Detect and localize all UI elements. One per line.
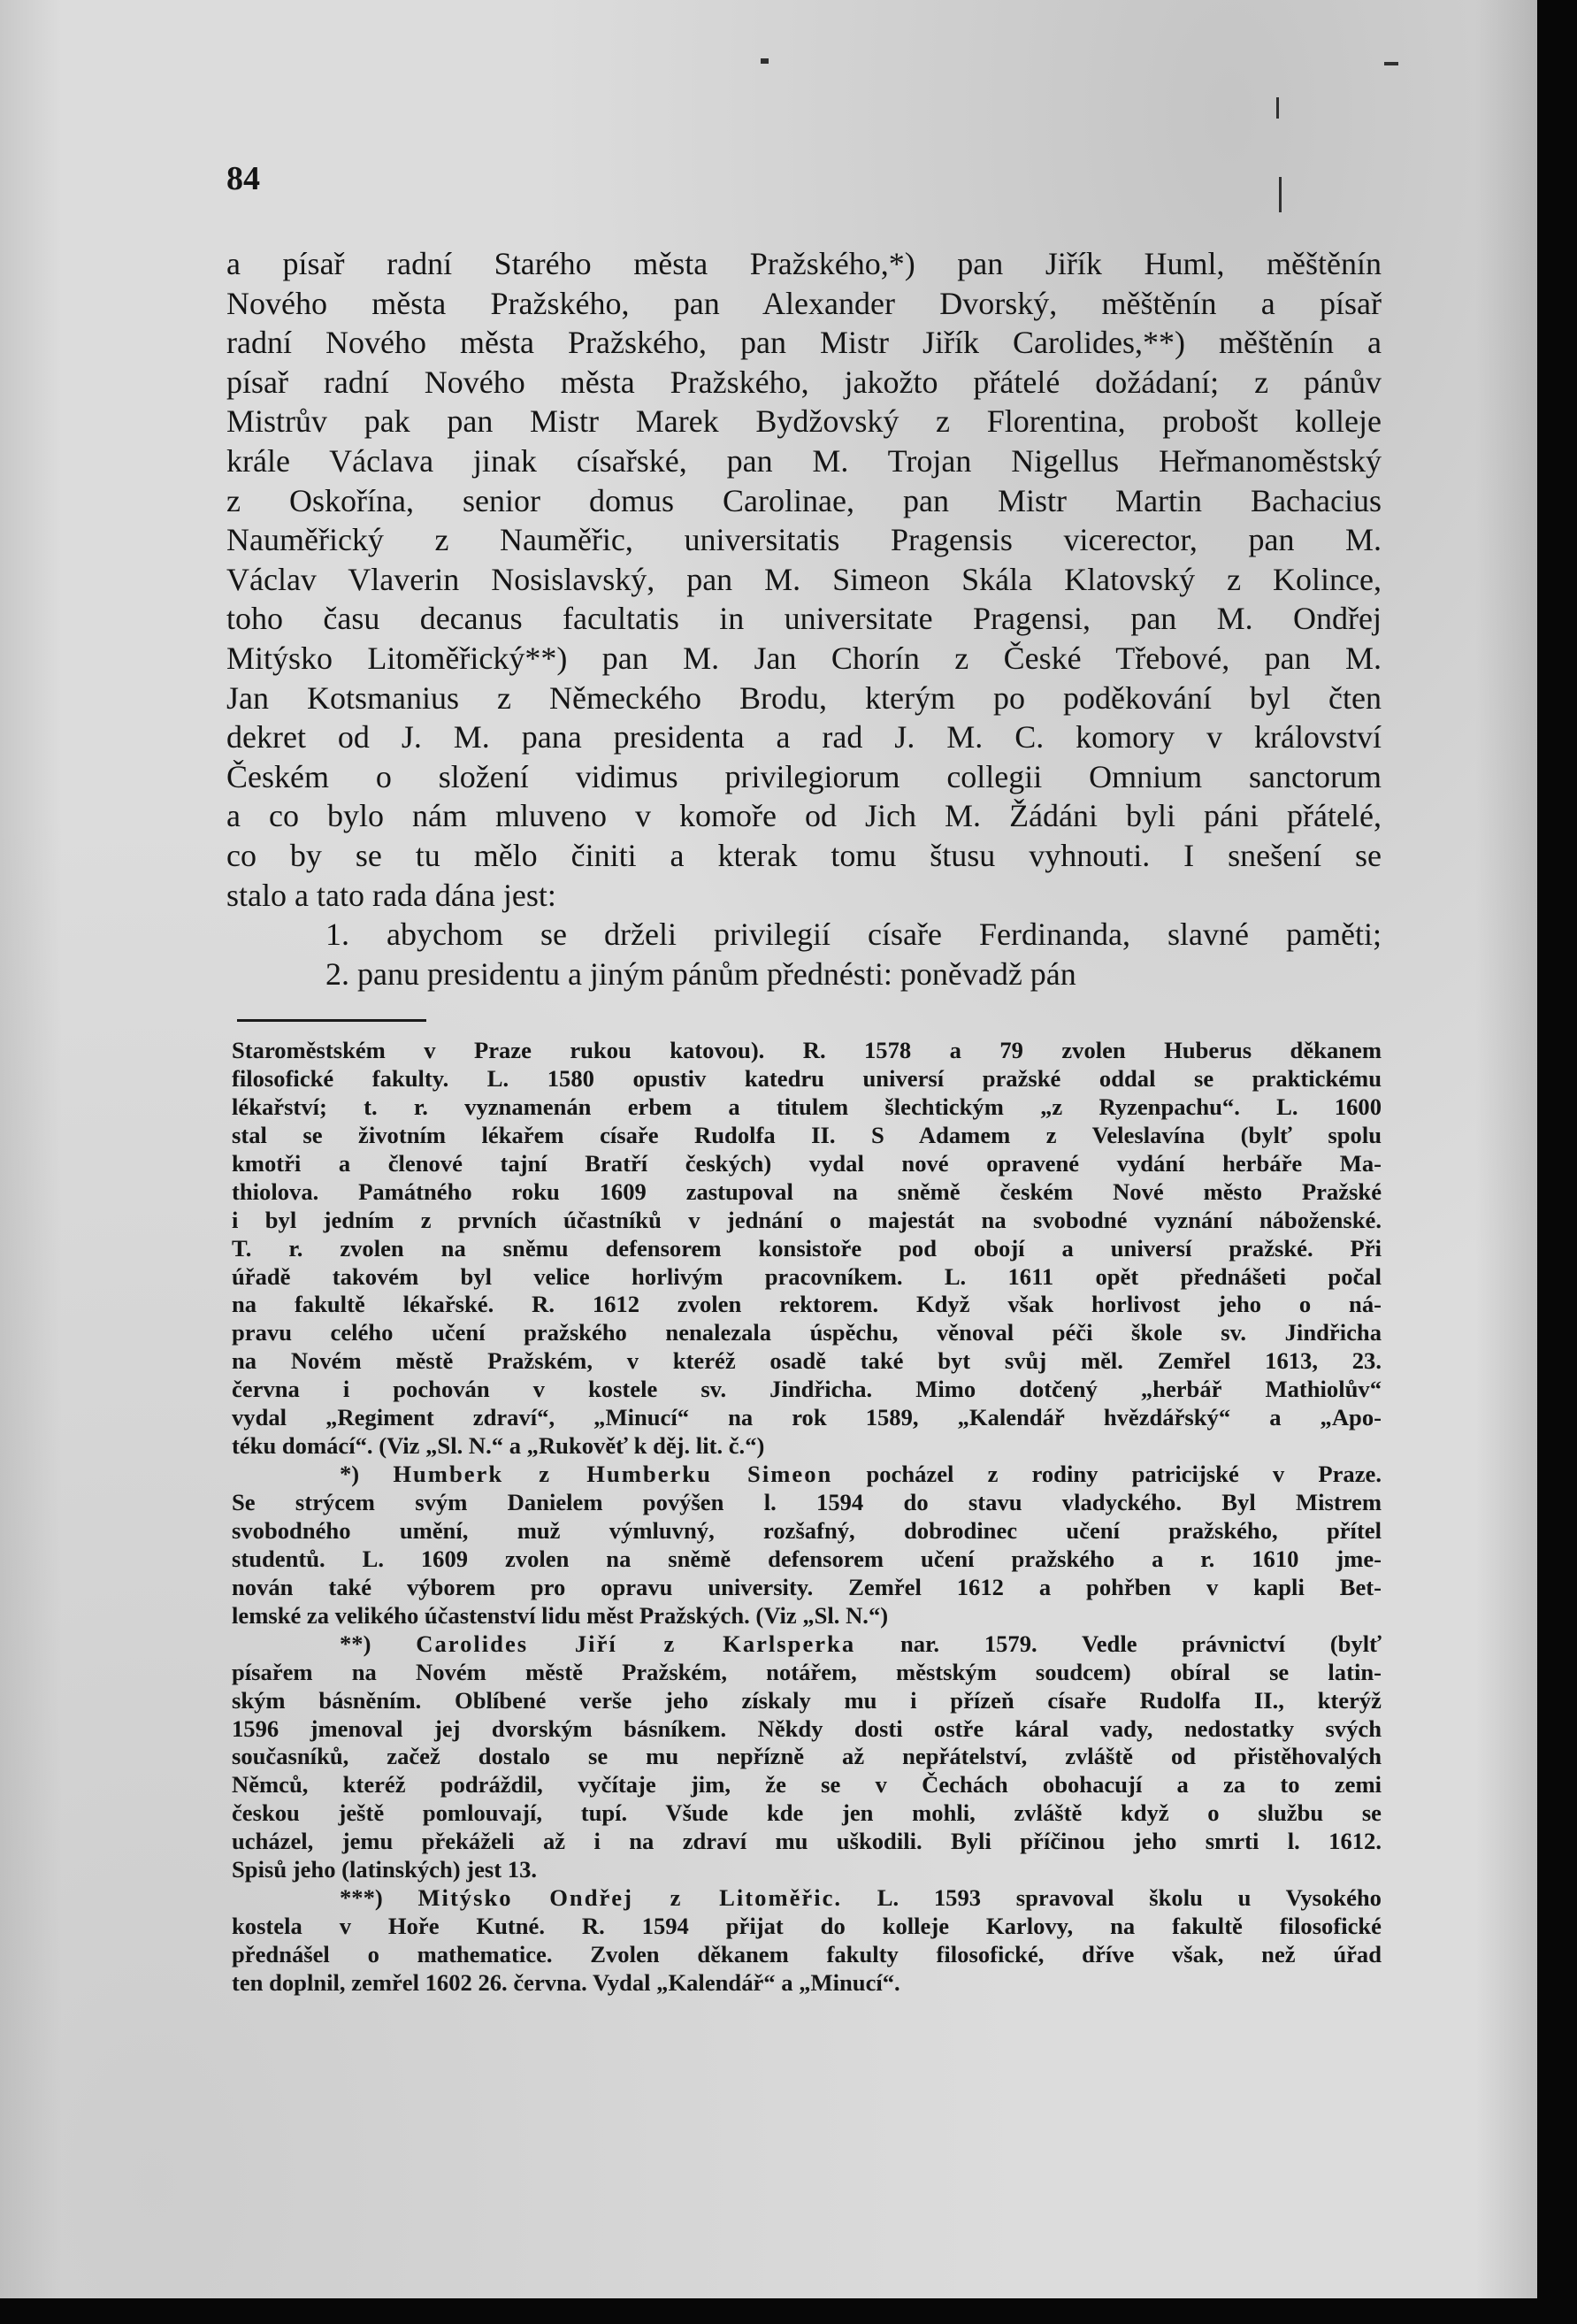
footnote-line: pravu celého učení pražského nenalezala úspěchu, věnoval péči škole sv. Jindřicha bbox=[232, 1319, 1382, 1346]
footnote-marker: *) bbox=[340, 1461, 360, 1488]
footnote-line: června i pochován v kostele sv. Jindřicha. Mimo dotčený „herbář Mathiolův“ bbox=[232, 1376, 1382, 1403]
footnote-divider bbox=[237, 1019, 426, 1022]
text-line: Nauměřický z Nauměřic, universitatis Pragensis vicerector, pan M. bbox=[226, 522, 1382, 558]
text-line: a písař radní Starého města Pražského,*) pan Jiřík Huml, měštěnín bbox=[226, 246, 1382, 281]
footnotes bbox=[232, 1037, 1382, 1998]
footnote-person-name: Carolides Jiří z Karlsperka bbox=[416, 1630, 856, 1657]
footnote-person-name: Mitýsko Ondřej z Litoměřic. bbox=[417, 1884, 843, 1912]
list-item: 2. panu presidentu a jiným pánům přednésti: poněvadž pán bbox=[325, 955, 1076, 992]
footnote-line: českou ještě pomlouvají, tupí. Všude kde jen mohli, zvláště když o službu se bbox=[232, 1799, 1382, 1827]
footnote-start bbox=[232, 1630, 1382, 1659]
footnote-line: ucházel, jemu překáželi až i na zdraví mu uškodili. Byli příčinou jeho smrti l. 1612. bbox=[232, 1828, 1382, 1855]
footnote-line: stal se životním lékařem císaře Rudolfa II. S Adamem z Veleslavína (bylť spolu bbox=[232, 1121, 1382, 1148]
footnote-line: Se strýcem svým Danielem povýšen l. 1594 do stavu vladyckého. Byl Mistrem bbox=[232, 1489, 1382, 1515]
footnote-marker: ***) bbox=[340, 1884, 383, 1912]
main-text bbox=[226, 244, 1382, 993]
text-line: Václav Vlaverin Nosislavský, pan M. Simeon Skála Klatovský z Kolince, bbox=[226, 561, 1382, 597]
footnote-person-name: Humberk z Humberku Simeon bbox=[393, 1461, 833, 1488]
scan-speck bbox=[1384, 62, 1398, 65]
footnote-line: lékařství; t. r. vyznamenán erbem a titulem šlechtickým „z Ryzenpachu“. L. 1600 bbox=[232, 1093, 1382, 1120]
footnote-line: na fakultě lékařské. R. 1612 zvolen rektorem. Když však horlivost jeho o ná- bbox=[232, 1291, 1382, 1318]
text-line: Mistrův pak pan Mistr Marek Bydžovský z Florentina, probošt kolleje bbox=[226, 403, 1382, 440]
footnote-line: thiolova. Památného roku 1609 zastupoval na sněmě českém Nové město Pražské bbox=[232, 1177, 1382, 1205]
footnote-line: přednášel o mathematice. Zvolen děkanem fakulty filosofické, dříve však, než úřad bbox=[232, 1941, 1382, 1967]
footnote-line: písařem na Novém městě Pražském, notářem, městským soudcem) obíral se latin- bbox=[232, 1658, 1382, 1685]
page-number: 84 bbox=[226, 160, 260, 197]
footnote-start bbox=[232, 1461, 1382, 1489]
scan-speck bbox=[761, 58, 769, 64]
footnote-line: svobodného umění, muž výmluvný, rozšafný, dobrodinec učení pražského, přítel bbox=[232, 1516, 1382, 1544]
text-line: z Oskořína, senior domus Carolinae, pan Mistr Martin Bachacius bbox=[226, 482, 1382, 518]
scan-speck bbox=[1276, 97, 1279, 119]
footnote-line: ským básněním. Oblíbené verše jeho získaly mu i přízeň císaře Rudolfa II., kterýž bbox=[232, 1686, 1382, 1714]
footnote-line: kmotři a členové tajní Bratří českých) vydal nové opravené vydání herbáře Ma- bbox=[232, 1149, 1382, 1177]
text-line: toho času decanus facultatis in universitate Pragensi, pan M. Ondřej bbox=[226, 601, 1382, 637]
footnote-line: 1596 jmenoval jej dvorským básníkem. Někdy dosti ostře káral vady, nedostatky svých bbox=[232, 1714, 1382, 1742]
footnote-marker: **) bbox=[340, 1630, 371, 1657]
footnote-line: současníků, začež dostalo se mu nepřízně až nepřátelství, zvláště od přistěhovalých bbox=[232, 1743, 1382, 1770]
footnote-line: na Novém městě Pražském, v kteréž osadě také byt svůj měl. Zemřel 1613, 23. bbox=[232, 1347, 1382, 1375]
footnote-line: nován také výborem pro opravu university. Zemřel 1612 a pohřben v kapli Bet- bbox=[232, 1573, 1382, 1600]
text-line: krále Václava jinak císařské, pan M. Trojan Nigellus Heřmanoměstský bbox=[226, 442, 1382, 479]
footnote-line: Spisů jeho (latinských) jest 13. bbox=[232, 1856, 538, 1883]
footnote-line: úřadě takovém byl velice horlivým pracovníkem. L. 1611 opět přednášeti počal bbox=[232, 1262, 1382, 1290]
footnote-line: i byl jedním z prvních účastníků v jednání o majestát na svobodné vyznání náboženské. bbox=[232, 1206, 1382, 1233]
footnote-line: vydal „Regiment zdraví“, „Minucí“ na rok 1589, „Kalendář hvězdářský“ a „Apo- bbox=[232, 1404, 1382, 1431]
text-line: Českém o složení vidimus privilegiorum collegii Omnium sanctorum bbox=[226, 758, 1382, 794]
text-line: radní Nového města Pražského, pan Mistr Jiřík Carolides,**) měštěnín a bbox=[226, 325, 1382, 361]
footnote-line: téku domácí“. (Viz „Sl. N.“ a „Rukověť k děj. lit. č.“) bbox=[232, 1432, 765, 1460]
text-line: a co bylo nám mluveno v komoře od Jich M. Žádáni byli páni přátelé, bbox=[226, 798, 1382, 834]
footnote-text: nar. 1579. Vedle právnictví (bylť bbox=[900, 1630, 1382, 1657]
text-line: Jan Kotsmanius z Německého Brodu, kterým po poděkování byl čten bbox=[226, 679, 1382, 716]
footnote-line: Staroměstském v Praze rukou katovou). R. 1578 a 79 zvolen Huberus děkanem bbox=[232, 1037, 1382, 1063]
footnote-line: kostela v Hoře Kutné. R. 1594 přijat do kolleje Karlovy, na fakultě filosofické bbox=[232, 1913, 1382, 1940]
footnote-line: filosofické fakulty. L. 1580 opustiv katedru universí pražské oddal se praktickému bbox=[232, 1064, 1382, 1092]
footnote-line: lemské za velikého účastenství lidu měst Pražských. (Viz „Sl. N.“) bbox=[232, 1601, 889, 1629]
footnote-line: studentů. L. 1609 zvolen na sněmě defensorem učení pražského a r. 1610 jme- bbox=[232, 1545, 1382, 1572]
footnote-line: T. r. zvolen na sněmu defensorem konsistoře pod obojí a universí pražské. Při bbox=[232, 1234, 1382, 1262]
text-line: písař radní Nového města Pražského, jakožto přátelé dožádaní; z pánův bbox=[226, 364, 1382, 400]
text-line: co by se tu mělo činiti a kterak tomu štusu vyhnouti. I snešení se bbox=[226, 837, 1382, 873]
text-line: dekret od J. M. pana presidenta a rad J. M. C. komory v království bbox=[226, 719, 1382, 755]
footnote-line: ten doplnil, zemřel 1602 26. června. Vydal „Kalendář“ a „Minucí“. bbox=[232, 1968, 900, 1996]
text-line: Nového města Pražského, pan Alexander Dvorský, měštěnín a písař bbox=[226, 285, 1382, 321]
list-item: 1. abychom se drželi privilegií císaře Ferdinanda, slavné paměti; bbox=[325, 917, 1382, 953]
scan-speck bbox=[1279, 177, 1282, 212]
footnote-start bbox=[232, 1884, 1382, 1913]
footnote-text: L. 1593 spravoval školu u Vysokého bbox=[877, 1884, 1382, 1912]
text-line: stalo a tato rada dána jest: bbox=[226, 877, 556, 913]
footnote-text: pocházel z rodiny patricijské v Praze. bbox=[866, 1461, 1382, 1488]
footnote-line: Němců, kteréž podráždil, vyčítaje jim, že se v Čechách obohacují a za to zemi bbox=[232, 1771, 1382, 1799]
text-line: Mitýsko Litoměřický**) pan M. Jan Chorín z České Třebové, pan M. bbox=[226, 640, 1382, 676]
